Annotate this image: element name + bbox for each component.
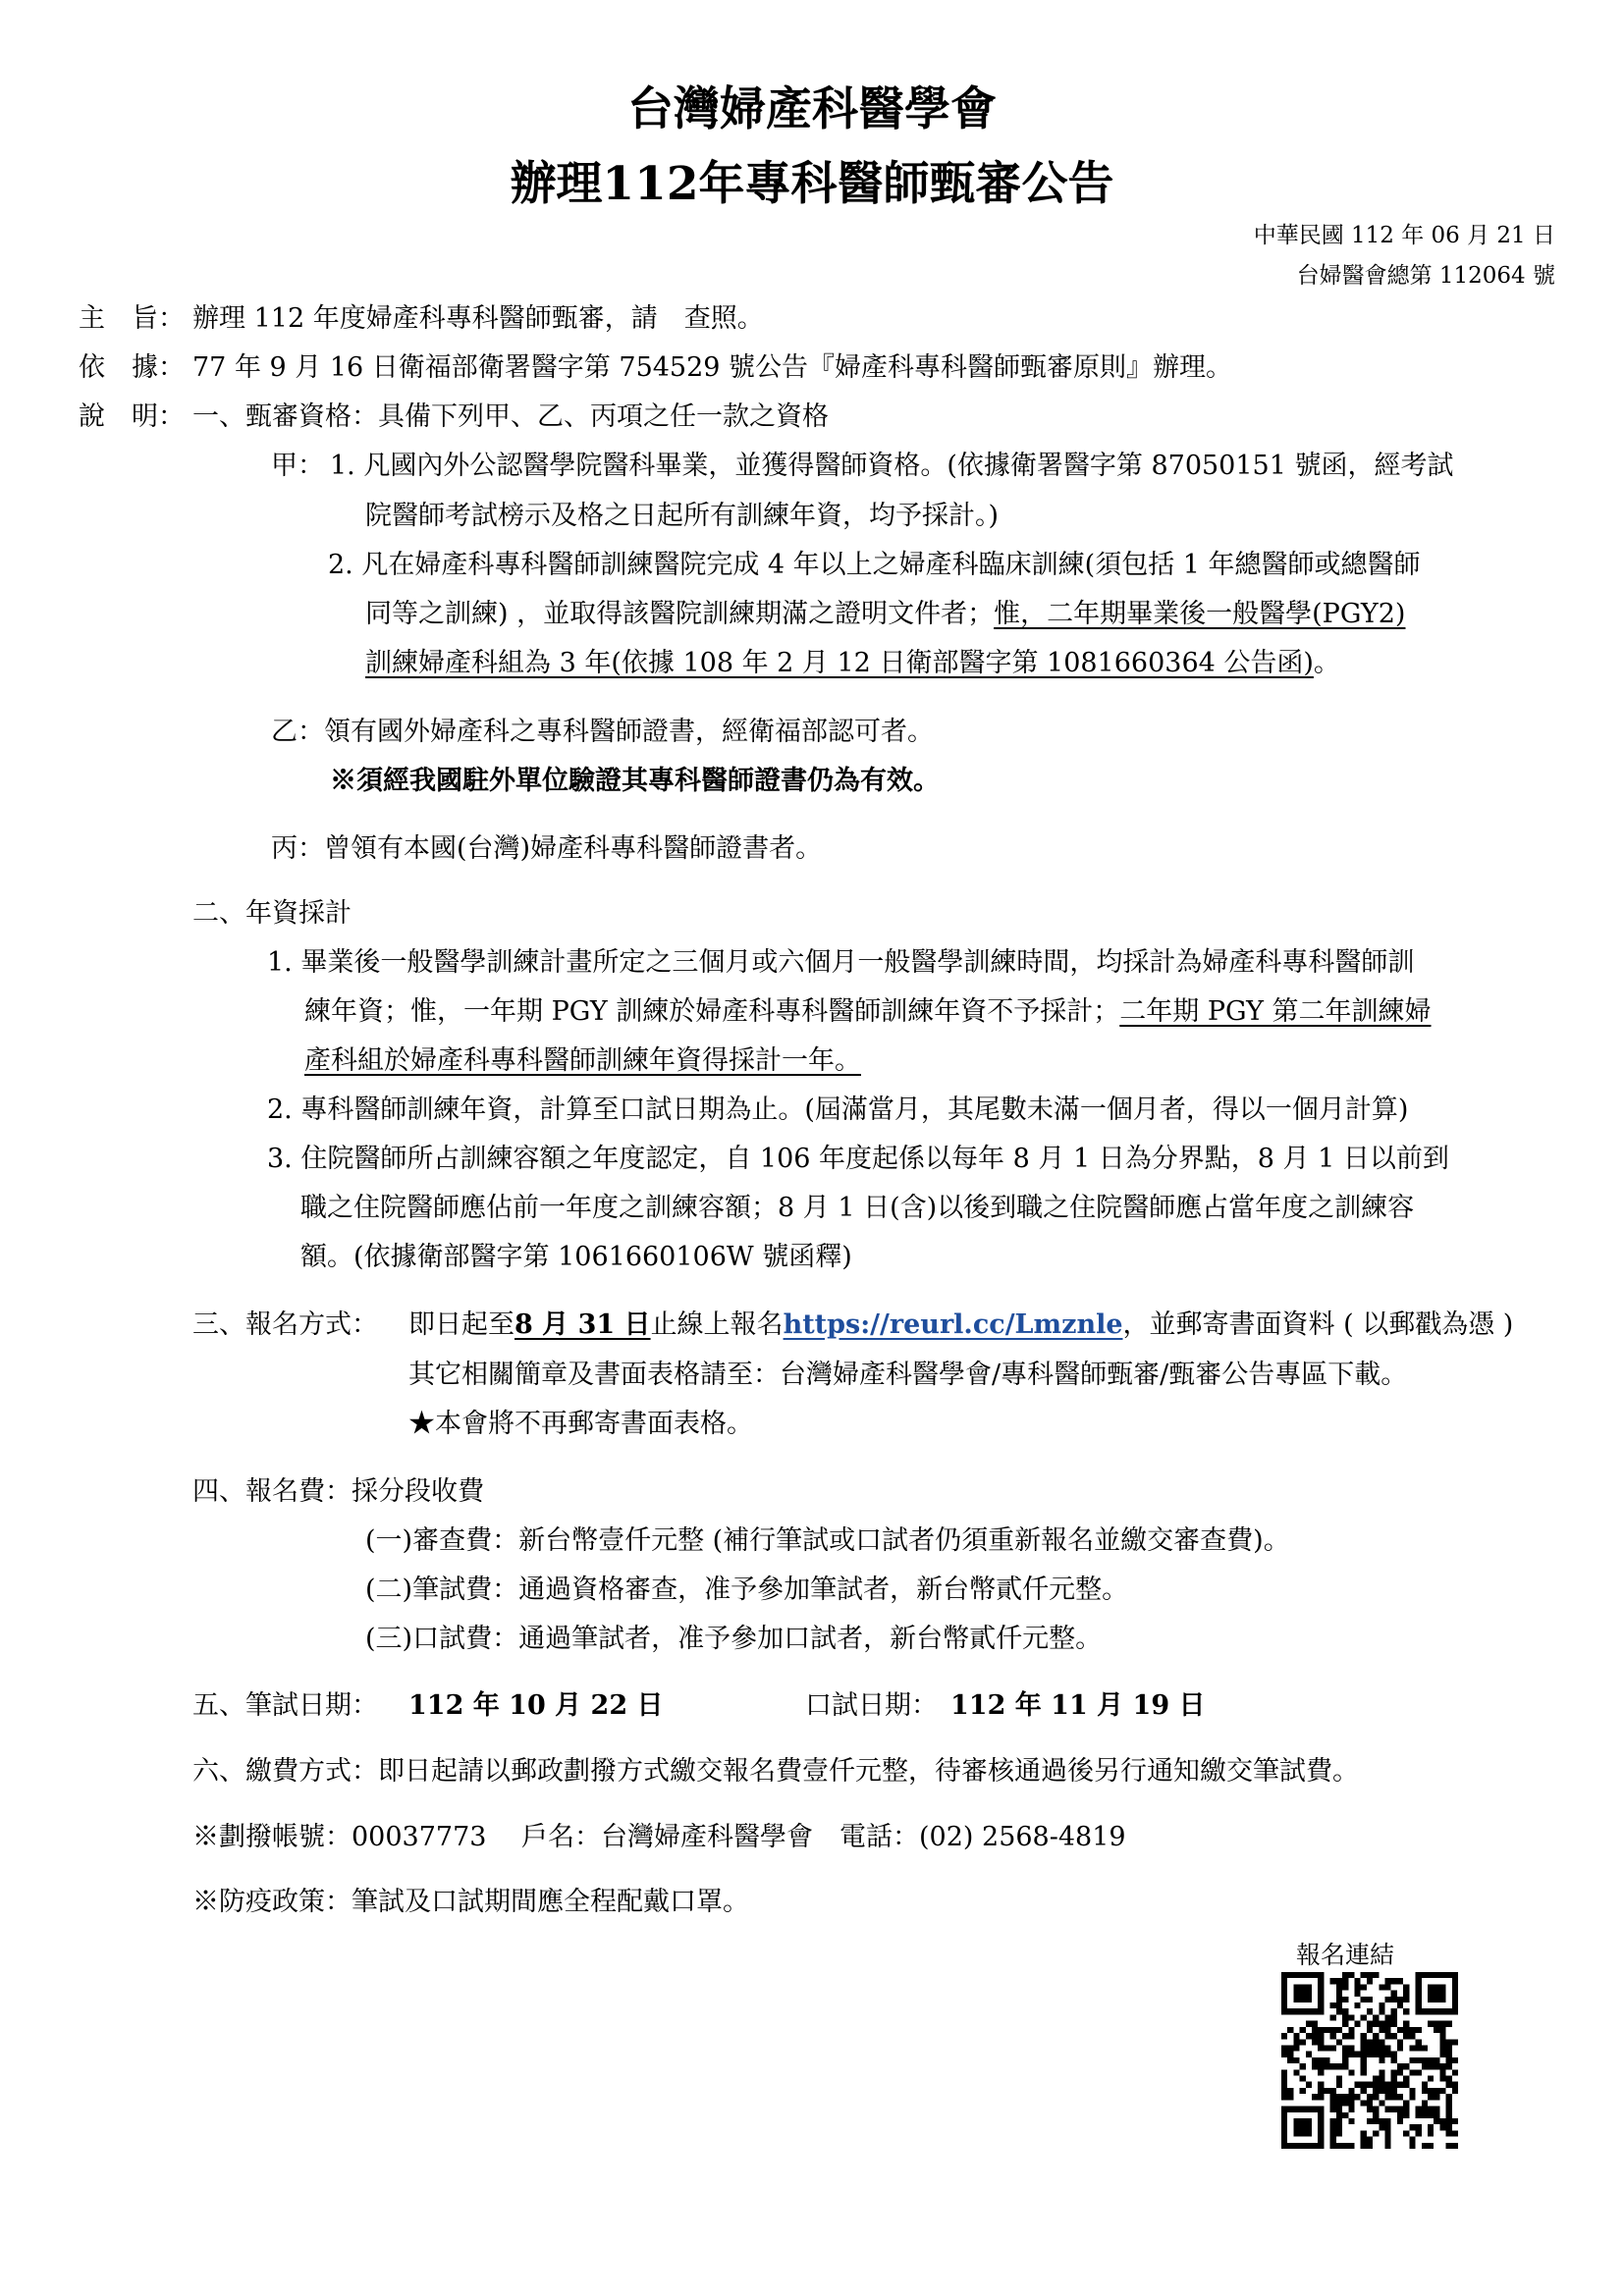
s2-item-3-line-2: 職之住院醫師應佔前一年度之訓練容額；8 月 1 日(含)以後到職之住院醫師應占當年度之訓練容	[300, 1193, 1415, 1223]
s2-item-1-underline-a: 二年期 PGY 第二年訓練婦	[1119, 996, 1432, 1027]
s2-heading: 二、年資採計	[192, 898, 352, 929]
subject-text: 辦理 112 年度婦產科專科醫師甄審，請 查照。	[192, 303, 764, 334]
basis-text: 77 年 9 月 16 日衛福部衛署醫字第 754529 號公告『婦產科專科醫師甄審原則』辦理。	[192, 352, 1233, 383]
registration-link[interactable]: https://reurl.cc/Lmznle	[783, 1309, 1123, 1340]
yi-note: ※須經我國駐外單位驗證其專科醫師證書仍為有效。	[330, 766, 940, 796]
issue-date: 中華民國 112 年 06 月 21 日	[1253, 223, 1555, 248]
s1-heading: 一、甄審資格：具備下列甲、乙、丙項之任一款之資格	[192, 401, 829, 432]
jia-item-2-line-2: 同等之訓練) ，並取得該醫院訓練期滿之證明文件者；惟，二年期畢業後一般醫學(PGY2)	[365, 599, 1406, 629]
account-info: ※劃撥帳號：00037773 戶名：台灣婦產科醫學會 電話：(02) 2568-4819	[192, 1822, 1126, 1852]
qr-label: 報名連結	[1296, 1941, 1395, 1969]
s2-item-1-line-3: 產科組於婦產科專科醫師訓練年資得採計一年。	[304, 1045, 861, 1076]
s4-heading: 四、報名費：採分段收費	[192, 1476, 484, 1507]
explanation-label: 說 明：	[79, 401, 185, 432]
oral-exam-label: 口試日期：	[805, 1690, 938, 1721]
s5-heading: 五、筆試日期：	[192, 1690, 378, 1721]
jia-item-1-line-1: 1. 凡國內外公認醫學院醫科畢業，並獲得醫師資格。(依據衛署醫字第 87050151 號函，經考試	[330, 451, 1454, 481]
jia-item-2-line-1: 2. 凡在婦產科專科醫師訓練醫院完成 4 年以上之婦產科臨床訓練(須包括 1 年總醫師或總醫師	[328, 550, 1421, 580]
jia-label: 甲：	[271, 451, 324, 481]
jia-item-2-line-3: 訓練婦產科組為 3 年(依據 108 年 2 月 12 日衛部醫字第 1081660364 公告函)。	[365, 648, 1340, 678]
registration-deadline: 8 月 31 日	[514, 1309, 651, 1340]
s6-payment: 六、繳費方式：即日起請以郵政劃撥方式繳交報名費壹仟元整，待審核通過後另行通知繳交筆試費。	[192, 1756, 1359, 1787]
oral-exam-date: 112 年 11 月 19 日	[950, 1690, 1206, 1721]
bing-item: 丙：曾領有本國(台灣)婦產科專科醫師證書者。	[271, 833, 823, 864]
s3-line-3: ★本會將不再郵寄書面表格。	[408, 1409, 753, 1439]
jia-item-2-underline-b: 訓練婦產科組為 3 年(依據 108 年 2 月 12 日衛部醫字第 1081660364 公告函)	[365, 648, 1314, 678]
s2-item-1-line-1: 1. 畢業後一般醫學訓練計畫所定之三個月或六個月一般醫學訓練時間，均採計為婦產科專科醫師訓	[267, 947, 1415, 978]
epidemic-policy: ※防疫政策：筆試及口試期間應全程配戴口罩。	[192, 1887, 749, 1917]
s3-line-2: 其它相關簡章及書面表格請至：台灣婦產科醫學會/專科醫師甄審/甄審公告專區下載。	[408, 1360, 1408, 1390]
page-subtitle: 辦理112年專科醫師甄審公告	[510, 157, 1114, 211]
yi-item: 乙：領有國外婦產科之專科醫師證書，經衛福部認可者。	[271, 717, 934, 747]
fee-written: (二)筆試費：通過資格審查，准予參加筆試者，新台幣貳仟元整。	[365, 1575, 1129, 1605]
subject-label: 主 旨：	[79, 303, 185, 334]
document-number: 台婦醫會總第 112064 號	[1296, 263, 1555, 289]
s3-line-1: 即日起至8 月 31 日止線上報名https://reurl.cc/Lmznle，並郵寄書面資料 ( 以郵戳為憑 )	[408, 1309, 1514, 1340]
s2-item-3-line-3: 額。(依據衛部醫字第 1061660106W 號函釋)	[300, 1242, 852, 1272]
qr-code-icon[interactable]	[1281, 1972, 1458, 2149]
written-exam-date: 112 年 10 月 22 日	[408, 1690, 664, 1721]
basis-label: 依 據：	[79, 352, 185, 383]
s2-item-2: 2. 專科醫師訓練年資，計算至口試日期為止。(屆滿當月，其尾數未滿一個月者，得以一個月計算)	[267, 1095, 1409, 1125]
s2-item-3-line-1: 3. 住院醫師所占訓練容額之年度認定，自 106 年度起係以每年 8 月 1 日為分界點，8 月 1 日以前到	[267, 1144, 1449, 1174]
fee-oral: (三)口試費：通過筆試者，准予參加口試者，新台幣貳仟元整。	[365, 1624, 1103, 1654]
jia-item-2-underline-a: 惟，二年期畢業後一般醫學(PGY2)	[994, 599, 1406, 629]
fee-review: (一)審查費：新台幣壹仟元整 (補行筆試或口試者仍須重新報名並繳交審查費)。	[365, 1525, 1290, 1556]
page-title: 台灣婦產科醫學會	[627, 82, 997, 136]
s2-item-1-line-2: 練年資；惟，一年期 PGY 訓練於婦產科專科醫師訓練年資不予採計；二年期 PGY 第二年訓練婦	[304, 996, 1432, 1027]
s3-heading: 三、報名方式：	[192, 1309, 378, 1340]
jia-item-1-line-2: 院醫師考試榜示及格之日起所有訓練年資，均予採計。)	[365, 501, 1000, 531]
